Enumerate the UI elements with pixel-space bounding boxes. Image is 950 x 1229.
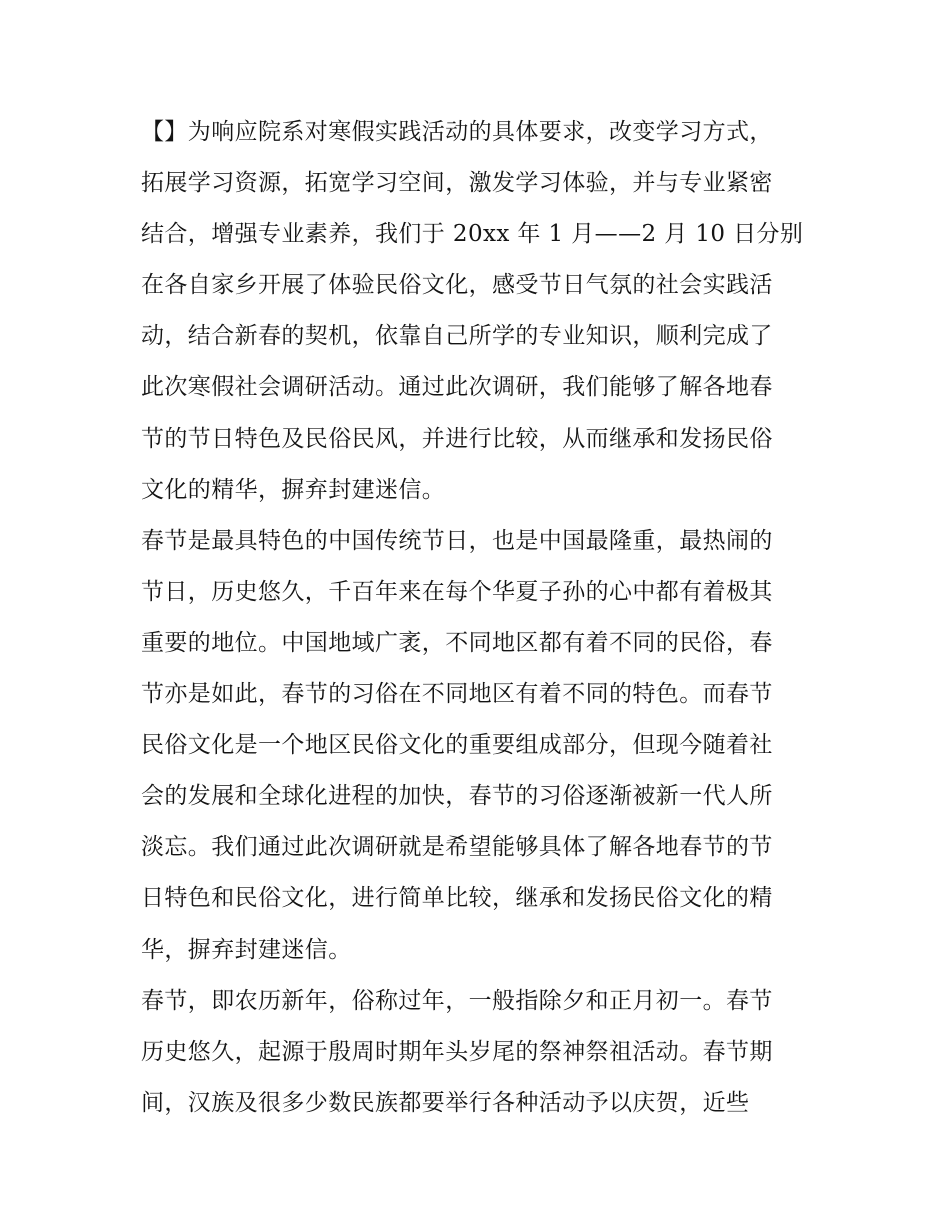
text-line-10: 节日，历史悠久，千百年来在每个华夏子孙的心中都有着极其 xyxy=(141,578,773,605)
text-line-13: 民俗文化是一个地区民俗文化的重要组成部分，但现今随着社 xyxy=(141,732,773,759)
text-line-5: 动，结合新春的契机，依靠自己所学的专业知识，顺利完成了 xyxy=(141,323,773,350)
text-line-19: 历史悠久，起源于殷周时期年头岁尾的祭神祭祖活动。春节期 xyxy=(141,1038,773,1065)
text-line-15: 淡忘。我们通过此次调研就是希望能够具体了解各地春节的节 xyxy=(141,834,773,861)
document-body xyxy=(141,107,821,1129)
text-line-17: 华，摒弃封建迷信。 xyxy=(141,936,352,963)
text-line-2: 拓展学习资源，拓宽学习空间，激发学习体验，并与专业紧密 xyxy=(141,170,773,197)
text-line-16: 日特色和民俗文化，进行简单比较，继承和发扬民俗文化的精 xyxy=(141,885,773,912)
text-line-9: 春节是最具特色的中国传统节日，也是中国最隆重，最热闹的 xyxy=(141,527,773,554)
text-line-8: 文化的精华，摒弃封建迷信。 xyxy=(141,476,446,503)
text-line-18: 春节，即农历新年，俗称过年，一般指除夕和正月初一。春节 xyxy=(141,987,773,1014)
text-line-6: 此次寒假社会调研活动。通过此次调研，我们能够了解各地春 xyxy=(141,374,773,401)
text-line-14: 会的发展和全球化进程的加快，春节的习俗逐渐被新一代人所 xyxy=(141,783,773,810)
text-line-4: 在各自家乡开展了体验民俗文化，感受节日气氛的社会实践活 xyxy=(141,272,773,299)
text-line-12: 节亦是如此，春节的习俗在不同地区有着不同的特色。而春节 xyxy=(141,681,773,708)
text-line-11: 重要的地位。中国地域广袤，不同地区都有着不同的民俗，春 xyxy=(141,629,773,656)
text-line-7: 节的节日特色及民俗民风，并进行比较，从而继承和发扬民俗 xyxy=(141,425,773,452)
text-line-1: 【】为响应院系对寒假实践活动的具体要求，改变学习方式， xyxy=(141,119,773,145)
text-line-3: 结合，增强专业素养，我们于 20xx 年 1 月——2 月 10 日分别 xyxy=(141,221,804,248)
text-line-20: 间，汉族及很多少数民族都要举行各种活动予以庆贺，近些 xyxy=(141,1089,750,1116)
